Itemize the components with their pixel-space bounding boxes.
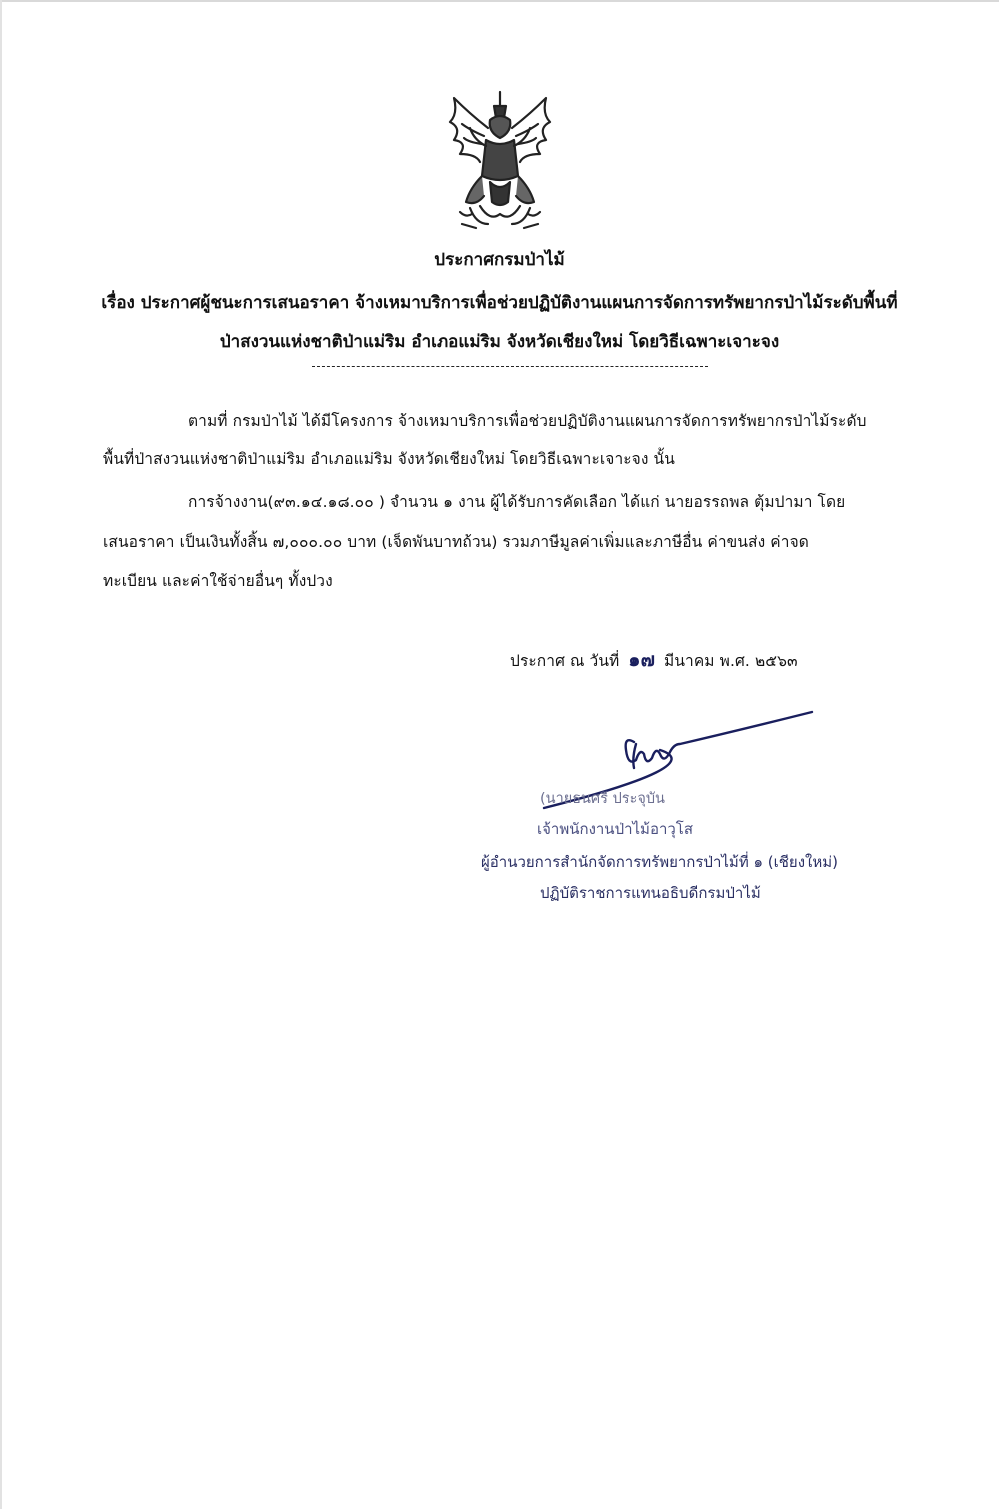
signer-name: (นายธนศรี ประจุบัน — [540, 791, 665, 807]
document-title: ประกาศกรมป่าไม้ — [434, 250, 565, 270]
signer-position-2: ผู้อำนวยการสำนักจัดการทรัพยากรป่าไม้ที่ ๑ (เชียงใหม่) — [481, 853, 838, 871]
garuda-emblem-icon — [440, 84, 560, 236]
page-edge-top — [0, 0, 999, 2]
announcement-date — [510, 645, 798, 675]
subject-line-1: เรื่อง ประกาศผู้ชนะการเสนอราคา จ้างเหมาบริการเพื่อช่วยปฏิบัติงานแผนการจัดการทรัพยากรป่าไม้ระดับพื้นที่ — [101, 293, 898, 313]
signer-position-3: ปฏิบัติราชการแทนอธิบดีกรมป่าไม้ — [540, 884, 761, 902]
date-day: ๑๗ — [628, 649, 655, 671]
separator-line — [312, 366, 708, 367]
paragraph-2-line-3: ทะเบียน และค่าใช้จ่ายอื่นๆ ทั้งปวง — [103, 572, 333, 590]
paragraph-1-line-2: พื้นที่ป่าสงวนแห่งชาติป่าแม่ริม อำเภอแม่ริม จังหวัดเชียงใหม่ โดยวิธีเฉพาะเจาะจง นั้น — [103, 450, 675, 468]
paragraph-2-line-1: การจ้างงาน(๙๓.๑๔.๑๘.๐๐ ) จำนวน ๑ งาน ผู้ได้รับการคัดเลือก ได้แก่ นายอรรถพล ตุ้มปามา โดย — [188, 493, 846, 511]
signer-position-1: เจ้าพนักงานป่าไม้อาวุโส — [537, 820, 694, 838]
date-prefix: ประกาศ ณ วันที่ — [510, 652, 620, 670]
paragraph-1-line-1: ตามที่ กรมป่าไม้ ได้มีโครงการ จ้างเหมาบริการเพื่อช่วยปฏิบัติงานแผนการจัดการทรัพยากรป่าไม้ระดับ — [188, 412, 867, 430]
subject-line-2: ป่าสงวนแห่งชาติป่าแม่ริม อำเภอแม่ริม จังหวัดเชียงใหม่ โดยวิธีเฉพาะเจาะจง — [219, 332, 780, 352]
paragraph-2-line-2: เสนอราคา เป็นเงินทั้งสิ้น ๗,๐๐๐.๐๐ บาท (เจ็ดพันบาทถ้วน) รวมภาษีมูลค่าเพิ่มและภาษีอื่น ค่าขนส่ง ค่าจด — [103, 533, 809, 551]
page-edge-left — [0, 0, 2, 1509]
date-suffix: มีนาคม พ.ศ. ๒๕๖๓ — [664, 652, 798, 670]
